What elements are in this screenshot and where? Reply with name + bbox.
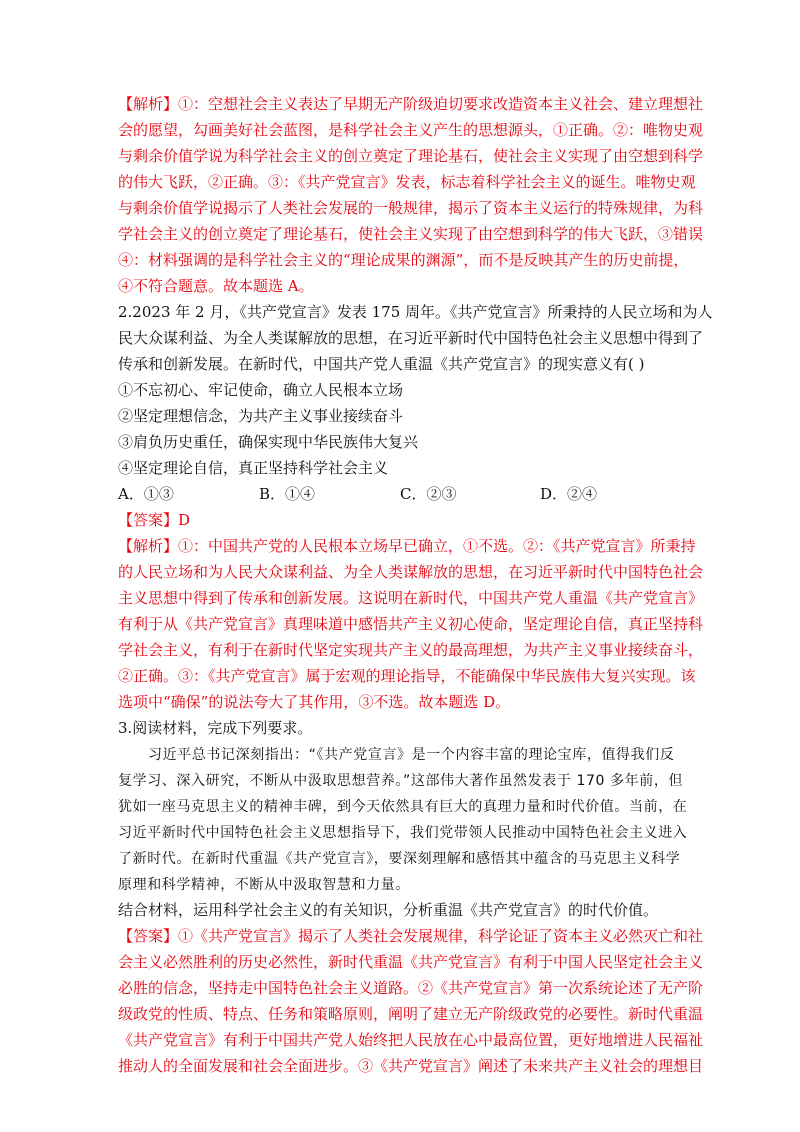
analysis-line: 的人民立场和为人民大众谋利益、为全人类谋解放的思想，在习近平新时代中国特色社会 <box>118 563 704 581</box>
analysis-line: ④：材料强调的是科学社会主义的“理论成果的渊源”，而不是反映其产生的历史前提， <box>118 251 689 269</box>
answer-line: 《共产党宣言》有利于中国共产党人始终把人民放在心中最高位置，更好地增进人民福祉 <box>118 1031 704 1049</box>
analysis-line: 【解析】①：中国共产党的人民根本立场早已确立，①不选。②：《共产党宣言》所秉持 <box>118 537 696 555</box>
statement-item: ④坚定理论自信，真正坚持科学社会主义 <box>118 459 389 477</box>
option-a: A．①③ <box>118 485 174 503</box>
option-d: D．②④ <box>540 485 598 503</box>
question-stem-line: 传承和创新发展。在新时代，中国共产党人重温《共产党宣言》的现实意义有( ) <box>118 355 645 373</box>
answer-line: 推动人的全面发展和社会全面进步。③《共产党宣言》阐述了未来共产主义社会的理想目 <box>118 1057 704 1075</box>
analysis-line: 的伟大飞跃，②正确。③：《共产党宣言》发表，标志着科学社会主义的诞生。唯物史观 <box>118 173 696 191</box>
material-line: 了新时代。在新时代重温《共产党宣言》，要深刻理解和感悟其中蕴含的马克思主义科学 <box>118 851 681 867</box>
analysis-line: 主义思想中得到了传承和创新发展。这说明在新时代，中国共产党人重温《共产党宣言》 <box>118 589 704 607</box>
analysis-line: 与剩余价值学说揭示了人类社会发展的一般规律，揭示了资本主义运行的特殊规律，为科 <box>118 199 704 217</box>
question-title: 3.阅读材料，完成下列要求。 <box>118 719 313 737</box>
analysis-line: 【解析】①：空想社会主义表达了早期无产阶级迫切要求改造资本主义社会、建立理想社 <box>118 95 704 113</box>
option-b: B．①④ <box>259 485 316 503</box>
material-line: 犹如一座马克思主义的精神丰碑，到今天依然具有巨大的真理力量和时代价值。当前，在 <box>118 799 688 815</box>
option-c: C．②③ <box>400 485 457 503</box>
material-line: 复学习、深入研究，不断从中汲取思想营养。”这部伟大著作虽然发表于 170 多年前，但 <box>118 773 684 789</box>
analysis-line: 学社会主义的创立奠定了理论基石，使社会主义实现了由空想到科学的伟大飞跃，③错误 <box>118 225 704 243</box>
answer-line: 级政党的性质、特点、任务和策略原则，阐明了建立无产阶级政党的必要性。新时代重温 <box>118 1005 704 1023</box>
analysis-line: 选项中“确保”的说法夸大了其作用，③不选。故本题选 D。 <box>118 693 511 711</box>
analysis-line: 学社会主义，有利于在新时代坚定实现共产主义的最高理想，为共产主义事业接续奋斗， <box>118 641 704 659</box>
analysis-line: ④不符合题意。故本题选 A。 <box>118 277 314 295</box>
question-prompt: 结合材料，运用科学社会主义的有关知识，分析重温《共产党宣言》的时代价值。 <box>118 901 659 919</box>
statement-item: ②坚定理想信念，为共产主义事业接续奋斗 <box>118 407 404 425</box>
question-stem-line: 民大众谋利益、为全人类谋解放的思想，在习近平新时代中国特色社会主义思想中得到了 <box>118 329 704 347</box>
material-line: 习近平总书记深刻指出：“《共产党宣言》是一个内容丰富的理论宝库，值得我们反 <box>148 747 675 763</box>
answer-label: 【答案】D <box>118 511 191 529</box>
material-line: 习近平新时代中国特色社会主义思想指导下，我们党带领人民推动中国特色社会主义进入 <box>118 825 688 841</box>
analysis-line: ②正确。③：《共产党宣言》属于宏观的理论指导，不能确保中华民族伟大复兴实现。该 <box>118 667 696 685</box>
answer-line: 【答案】①《共产党宣言》揭示了人类社会发展规律，科学论证了资本主义必然灭亡和社 <box>118 927 704 945</box>
statement-item: ①不忘初心、牢记使命，确立人民根本立场 <box>118 381 404 399</box>
question-stem-line: 2.2023 年 2 月，《共产党宣言》发表 175 周年。《共产党宣言》所秉持的人民立场和为人 <box>118 303 713 321</box>
analysis-line: 有利于从《共产党宣言》真理味道中感悟共产主义初心使命，坚定理论自信，真正坚持科 <box>118 615 704 633</box>
answer-line: 会主义必然胜利的历史必然性，新时代重温《共产党宣言》有利于中国人民坚定社会主义 <box>118 953 704 971</box>
analysis-line: 与剩余价值学说为科学社会主义的创立奠定了理论基石，使社会主义实现了由空想到科学 <box>118 147 704 165</box>
material-line: 原理和科学精神，不断从中汲取智慧和力量。 <box>118 877 410 893</box>
statement-item: ③肩负历史重任，确保实现中华民族伟大复兴 <box>118 433 419 451</box>
answer-line: 必胜的信念，坚持走中国特色社会主义道路。②《共产党宣言》第一次系统论述了无产阶 <box>118 979 704 997</box>
analysis-line: 会的愿望，勾画美好社会蓝图，是科学社会主义产生的思想源头，①正确。②：唯物史观 <box>118 121 704 139</box>
